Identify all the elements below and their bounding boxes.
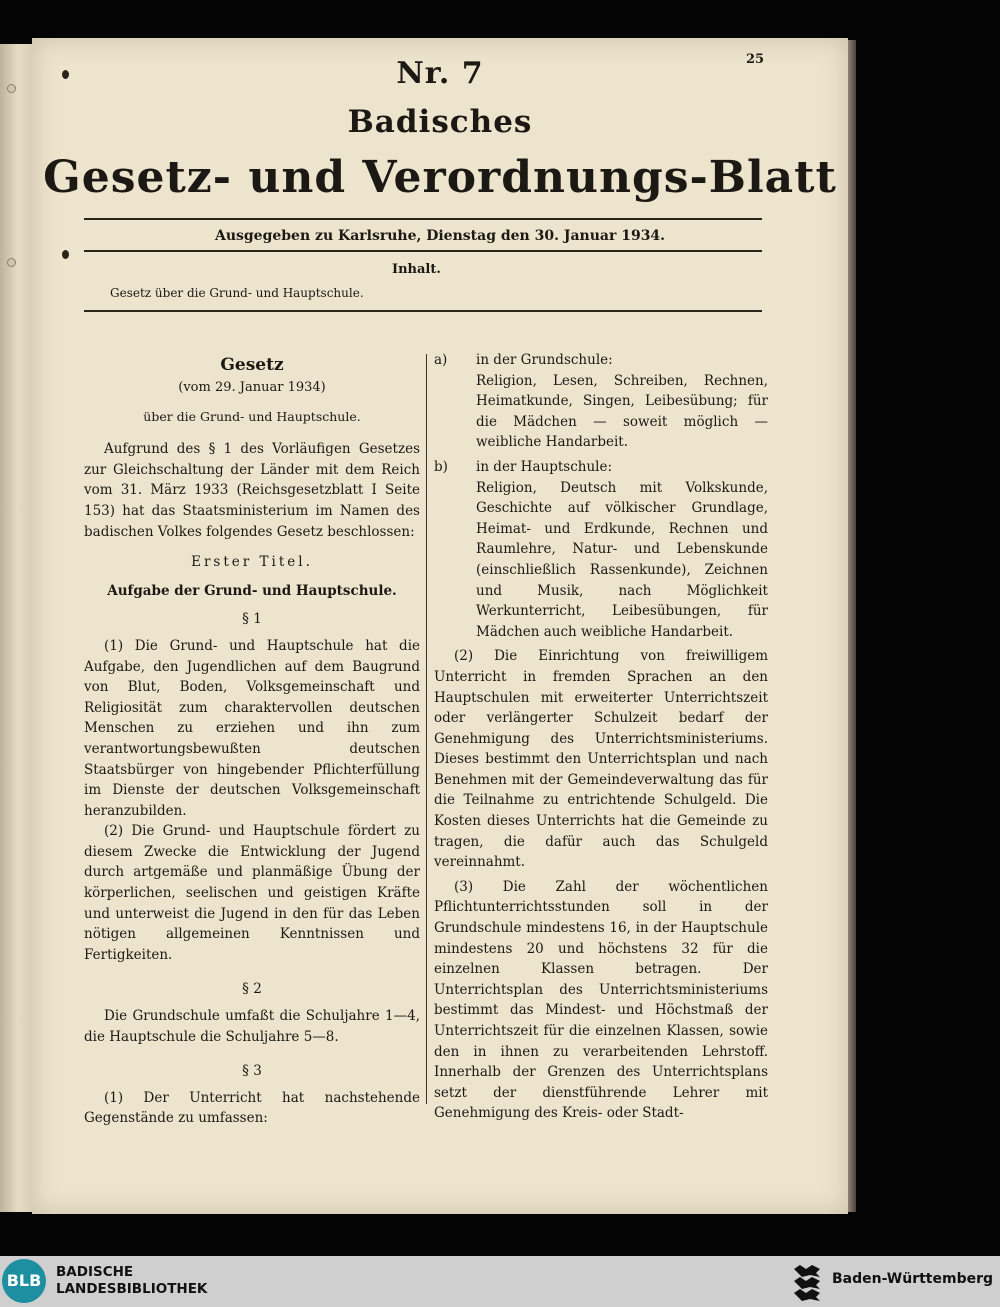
section-paragraph: (1) Der Unterricht hat nachstehende Gegenstände zu umfassen:	[84, 1089, 420, 1127]
list-item	[434, 457, 768, 478]
section-heading: § 2	[242, 981, 262, 998]
footer-bar	[0, 1256, 1000, 1307]
law-subject: über die Grund- und Hauptschule.	[143, 408, 361, 424]
column-divider	[426, 354, 427, 1104]
masthead-line-2: Gesetz- und Verordnungs-Blatt	[43, 152, 837, 203]
toc-entry: Gesetz über die Grund- und Hauptschule.	[110, 286, 364, 300]
subject-list: Religion, Deutsch mit Volkskunde, Geschichte auf völkischer Grundlage, Heimat- und Erdkunde, Rechnen und Raumlehre, Natur- und Lebenskunde (einschließlich Rassenkunde), Zeichnen und Musik, nach Möglichkeit Werkunterricht, Leibesübungen, für Mädchen auch weibliche Handarbeit.	[476, 479, 768, 640]
right-column	[434, 350, 768, 1124]
section-paragraph: (1) Die Grund- und Hauptschule hat die Aufgabe, den Jugendlichen auf dem Baugrund von Blut, Boden, Volksgemeinschaft und Religiosität zum charaktervollen deutschen Menschen zu erziehen und ihn zum verantwortungsbewußten deutschen Staatsbürger von hingebender Pflichterfüllung im Dienste der deutschen Volksgemeinschaft heranzubilden.	[84, 637, 420, 819]
part-title: Erster Titel.	[191, 554, 313, 571]
list-intro: in der Grundschule:	[476, 352, 613, 368]
binding-hole	[7, 258, 16, 267]
part-subtitle: Aufgabe der Grund- und Hauptschule.	[107, 582, 397, 599]
law-date: (vom 29. Januar 1934)	[178, 380, 326, 395]
issue-date-line: Ausgegeben zu Karlsruhe, Dienstag den 30. Januar 1934.	[214, 228, 666, 244]
page-edge-shadow	[848, 40, 856, 1212]
masthead-line-1: Badisches	[347, 104, 533, 140]
state-lions-icon	[790, 1263, 824, 1301]
list-item	[434, 350, 768, 371]
section-heading: § 1	[242, 611, 262, 628]
state-name[interactable]: Baden-Württemberg	[832, 1271, 994, 1287]
toc-heading: Inhalt.	[392, 262, 441, 277]
list-label: a)	[434, 352, 448, 368]
list-label: b)	[434, 458, 448, 475]
previous-page-edge	[0, 44, 32, 1212]
library-name-line-2: LANDESBIBLIOTHEK	[56, 1281, 208, 1297]
section-paragraph: (2) Die Einrichtung von freiwilligem Unterricht in fremden Sprachen an den Hauptschulen mit erweiterter Unterrichtszeit oder verlängerter Schulzeit bedarf der Genehmigung des Unterrichtsministeriums. Dieses bestimmt den Unterrichtsplan und nach Benehmen mit der Gemeindeverwaltung das für die Teilnahme zu entrichtende Schulgeld. Die Kosten dieses Unterrichts hat die Gemeinde zu tragen, die dafür auch das Schulgeld vereinnahmt.	[434, 648, 768, 871]
preamble: Aufgrund des § 1 des Vorläufigen Gesetzes zur Gleichschaltung der Länder mit dem Reich vom 31. März 1933 (Reichsgesetzblatt I Seite 153) hat das Staatsministerium im Namen des badischen Volkes folgendes Gesetz beschlossen:	[84, 441, 420, 540]
section-paragraph: (2) Die Grund- und Hauptschule fördert zu diesem Zwecke die Entwicklung der Jugend durch artgemäße und planmäßige Übung der körperlichen, seelischen und geistigen Kräfte und unterweist die Jugend in den für das Leben nötigen allgemeinen Kenntnissen und Fertigkeiten.	[84, 823, 420, 963]
page-number: 25	[746, 52, 765, 67]
issue-number: Nr. 7	[396, 56, 484, 91]
library-logo[interactable]: BLB	[2, 1259, 46, 1303]
section-paragraph: Die Grundschule umfaßt die Schuljahre 1—4, die Hauptschule die Schuljahre 5—8.	[84, 1008, 420, 1045]
section-heading: § 3	[242, 1063, 262, 1080]
masthead-rule	[84, 218, 762, 220]
section-paragraph: (3) Die Zahl der wöchentlichen Pflichtunterrichtsstunden soll in der Grundschule mindestens 16, in der Hauptschule mindestens 20 und höchstens 32 für die einzelnen Klassen betragen. Der Unterrichtsplan des Unterrichtsministeriums bestimmt das Mindest- und Höchstmaß der Unterrichtszeit für die einzelnen Klassen, sowie den in ihnen zu verarbeitenden Lehrstoff. Innerhalb der Grenzen des Unterrichtsplans setzt der dienstführende Lehrer mit Genehmigung des Kreis- oder Stadt-	[434, 878, 768, 1122]
left-column	[84, 350, 420, 1129]
library-name[interactable]	[56, 1264, 207, 1298]
subject-list: Religion, Lesen, Schreiben, Rechnen, Heimatkunde, Singen, Leibesübung; für die Mädchen — soweit möglich — weibliche Handarbeit.	[476, 372, 768, 451]
binding-mark	[62, 250, 69, 259]
binding-hole	[7, 84, 16, 93]
scanned-page	[32, 38, 848, 1214]
list-intro: in der Hauptschule:	[476, 458, 612, 475]
library-name-line-1: BADISCHE	[56, 1264, 134, 1280]
issue-rule	[84, 250, 762, 252]
law-title: Gesetz	[220, 355, 284, 375]
toc-rule	[84, 310, 762, 312]
